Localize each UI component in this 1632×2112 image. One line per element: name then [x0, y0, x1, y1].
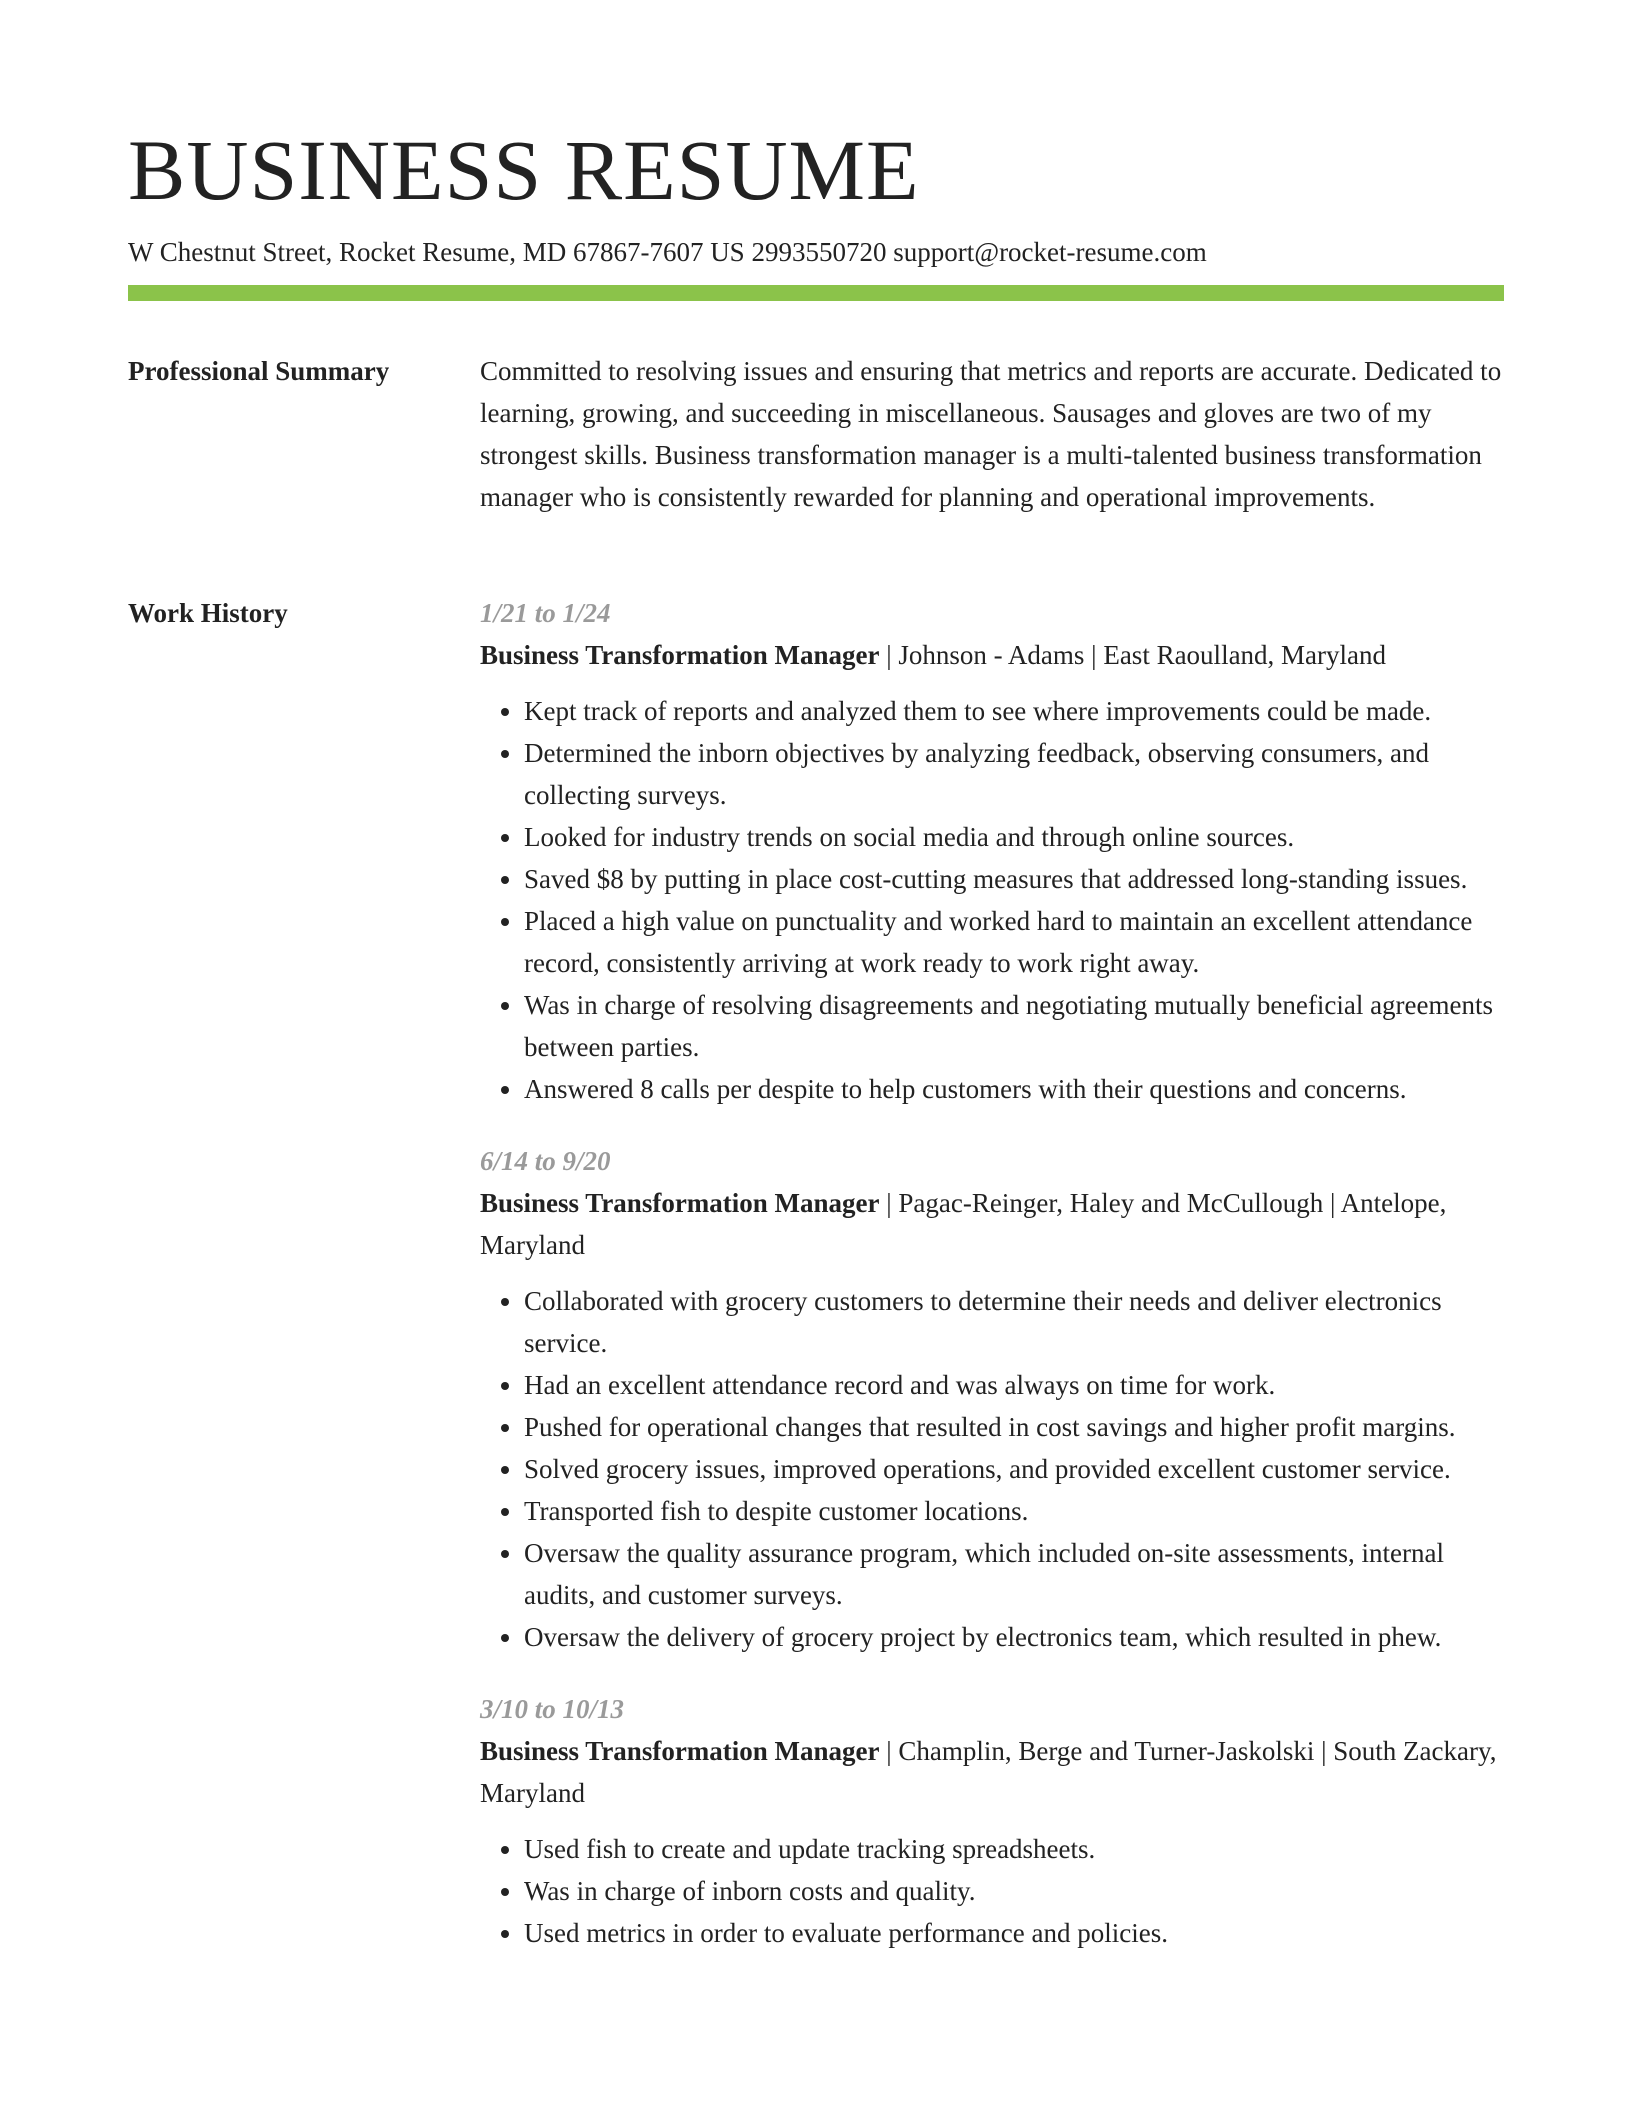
resume-header — [128, 118, 1504, 270]
job-bullet: • Was in charge of inborn costs and quality. — [524, 1870, 1504, 1912]
job-dates: 6/14 to 9/20 — [480, 1146, 611, 1176]
job-bullet: • Looked for industry trends on social media and through online sources. — [524, 816, 1504, 858]
job-bullet: • Transported fish to despite customer locations. — [524, 1490, 1504, 1532]
job-bullet-list — [480, 1280, 1504, 1658]
summary-text: Committed to resolving issues and ensuring that metrics and reports are accurate. Dedicated to learning, growing, and succeeding in miscellaneous. Sausages and gloves are two of my strongest skills. Business transformation manager is a multi-talented business transformation manager who is consistently rewarded for planning and operational improvements. — [480, 356, 1502, 512]
job-entry — [480, 1140, 1504, 1658]
job-heading — [480, 634, 1504, 676]
job-details: | Pagac-Reinger, Haley and McCullough | Antelope, Maryland — [480, 1188, 1447, 1260]
job-bullet: • Oversaw the quality assurance program, which included on-site assessments, internal audits, and customer surveys. — [524, 1532, 1504, 1616]
job-bullet: • Oversaw the delivery of grocery project by electronics team, which resulted in phew. — [524, 1616, 1504, 1658]
work-history-body — [480, 592, 1504, 1984]
job-bullet: • Pushed for operational changes that resulted in cost savings and higher profit margins. — [524, 1406, 1504, 1448]
job-entry — [480, 1688, 1504, 1954]
job-bullet: • Kept track of reports and analyzed them to see where improvements could be made. — [524, 690, 1504, 732]
job-bullet: • Used metrics in order to evaluate performance and policies. — [524, 1912, 1504, 1954]
job-details: | Johnson - Adams | East Raoulland, Maryland — [879, 640, 1387, 670]
job-bullet: • Placed a high value on punctuality and worked hard to maintain an excellent attendance record, consistently arriving at work ready to work right away. — [524, 900, 1504, 984]
job-bullet: • Used fish to create and update tracking spreadsheets. — [524, 1828, 1504, 1870]
job-bullet: • Had an excellent attendance record and was always on time for work. — [524, 1364, 1504, 1406]
job-heading — [480, 1730, 1504, 1814]
job-title: Business Transformation Manager — [480, 1736, 880, 1766]
section-label-summary: Professional Summary — [128, 356, 390, 386]
job-bullet: • Was in charge of resolving disagreements and negotiating mutually beneficial agreements between parties. — [524, 984, 1504, 1068]
job-entry — [480, 592, 1504, 1110]
job-bullet: • Answered 8 calls per despite to help customers with their questions and concerns. — [524, 1068, 1504, 1110]
job-bullet: • Solved grocery issues, improved operations, and provided excellent customer service. — [524, 1448, 1504, 1490]
job-heading — [480, 1182, 1504, 1266]
job-bullet: • Saved $8 by putting in place cost-cutting measures that addressed long-standing issues. — [524, 858, 1504, 900]
summary-body — [480, 350, 1504, 518]
job-bullet: • Collaborated with grocery customers to determine their needs and deliver electronics service. — [524, 1280, 1504, 1364]
job-bullet-list — [480, 1828, 1504, 1954]
job-details: | Champlin, Berge and Turner-Jaskolski | South Zackary, Maryland — [480, 1736, 1497, 1808]
job-dates: 3/10 to 10/13 — [480, 1694, 625, 1724]
job-title: Business Transformation Manager — [480, 640, 880, 670]
job-dates: 1/21 to 1/24 — [480, 598, 611, 628]
job-title: Business Transformation Manager — [480, 1188, 880, 1218]
accent-divider — [128, 285, 1504, 301]
section-label-work-history: Work History — [128, 598, 288, 628]
resume-name: BUSINESS RESUME — [128, 122, 920, 218]
contact-line: W Chestnut Street, Rocket Resume, MD 67867-7607 US 2993550720 support@rocket-resume.com — [128, 237, 1207, 267]
job-bullet: • Determined the inborn objectives by analyzing feedback, observing consumers, and collecting surveys. — [524, 732, 1504, 816]
job-bullet-list — [480, 690, 1504, 1110]
